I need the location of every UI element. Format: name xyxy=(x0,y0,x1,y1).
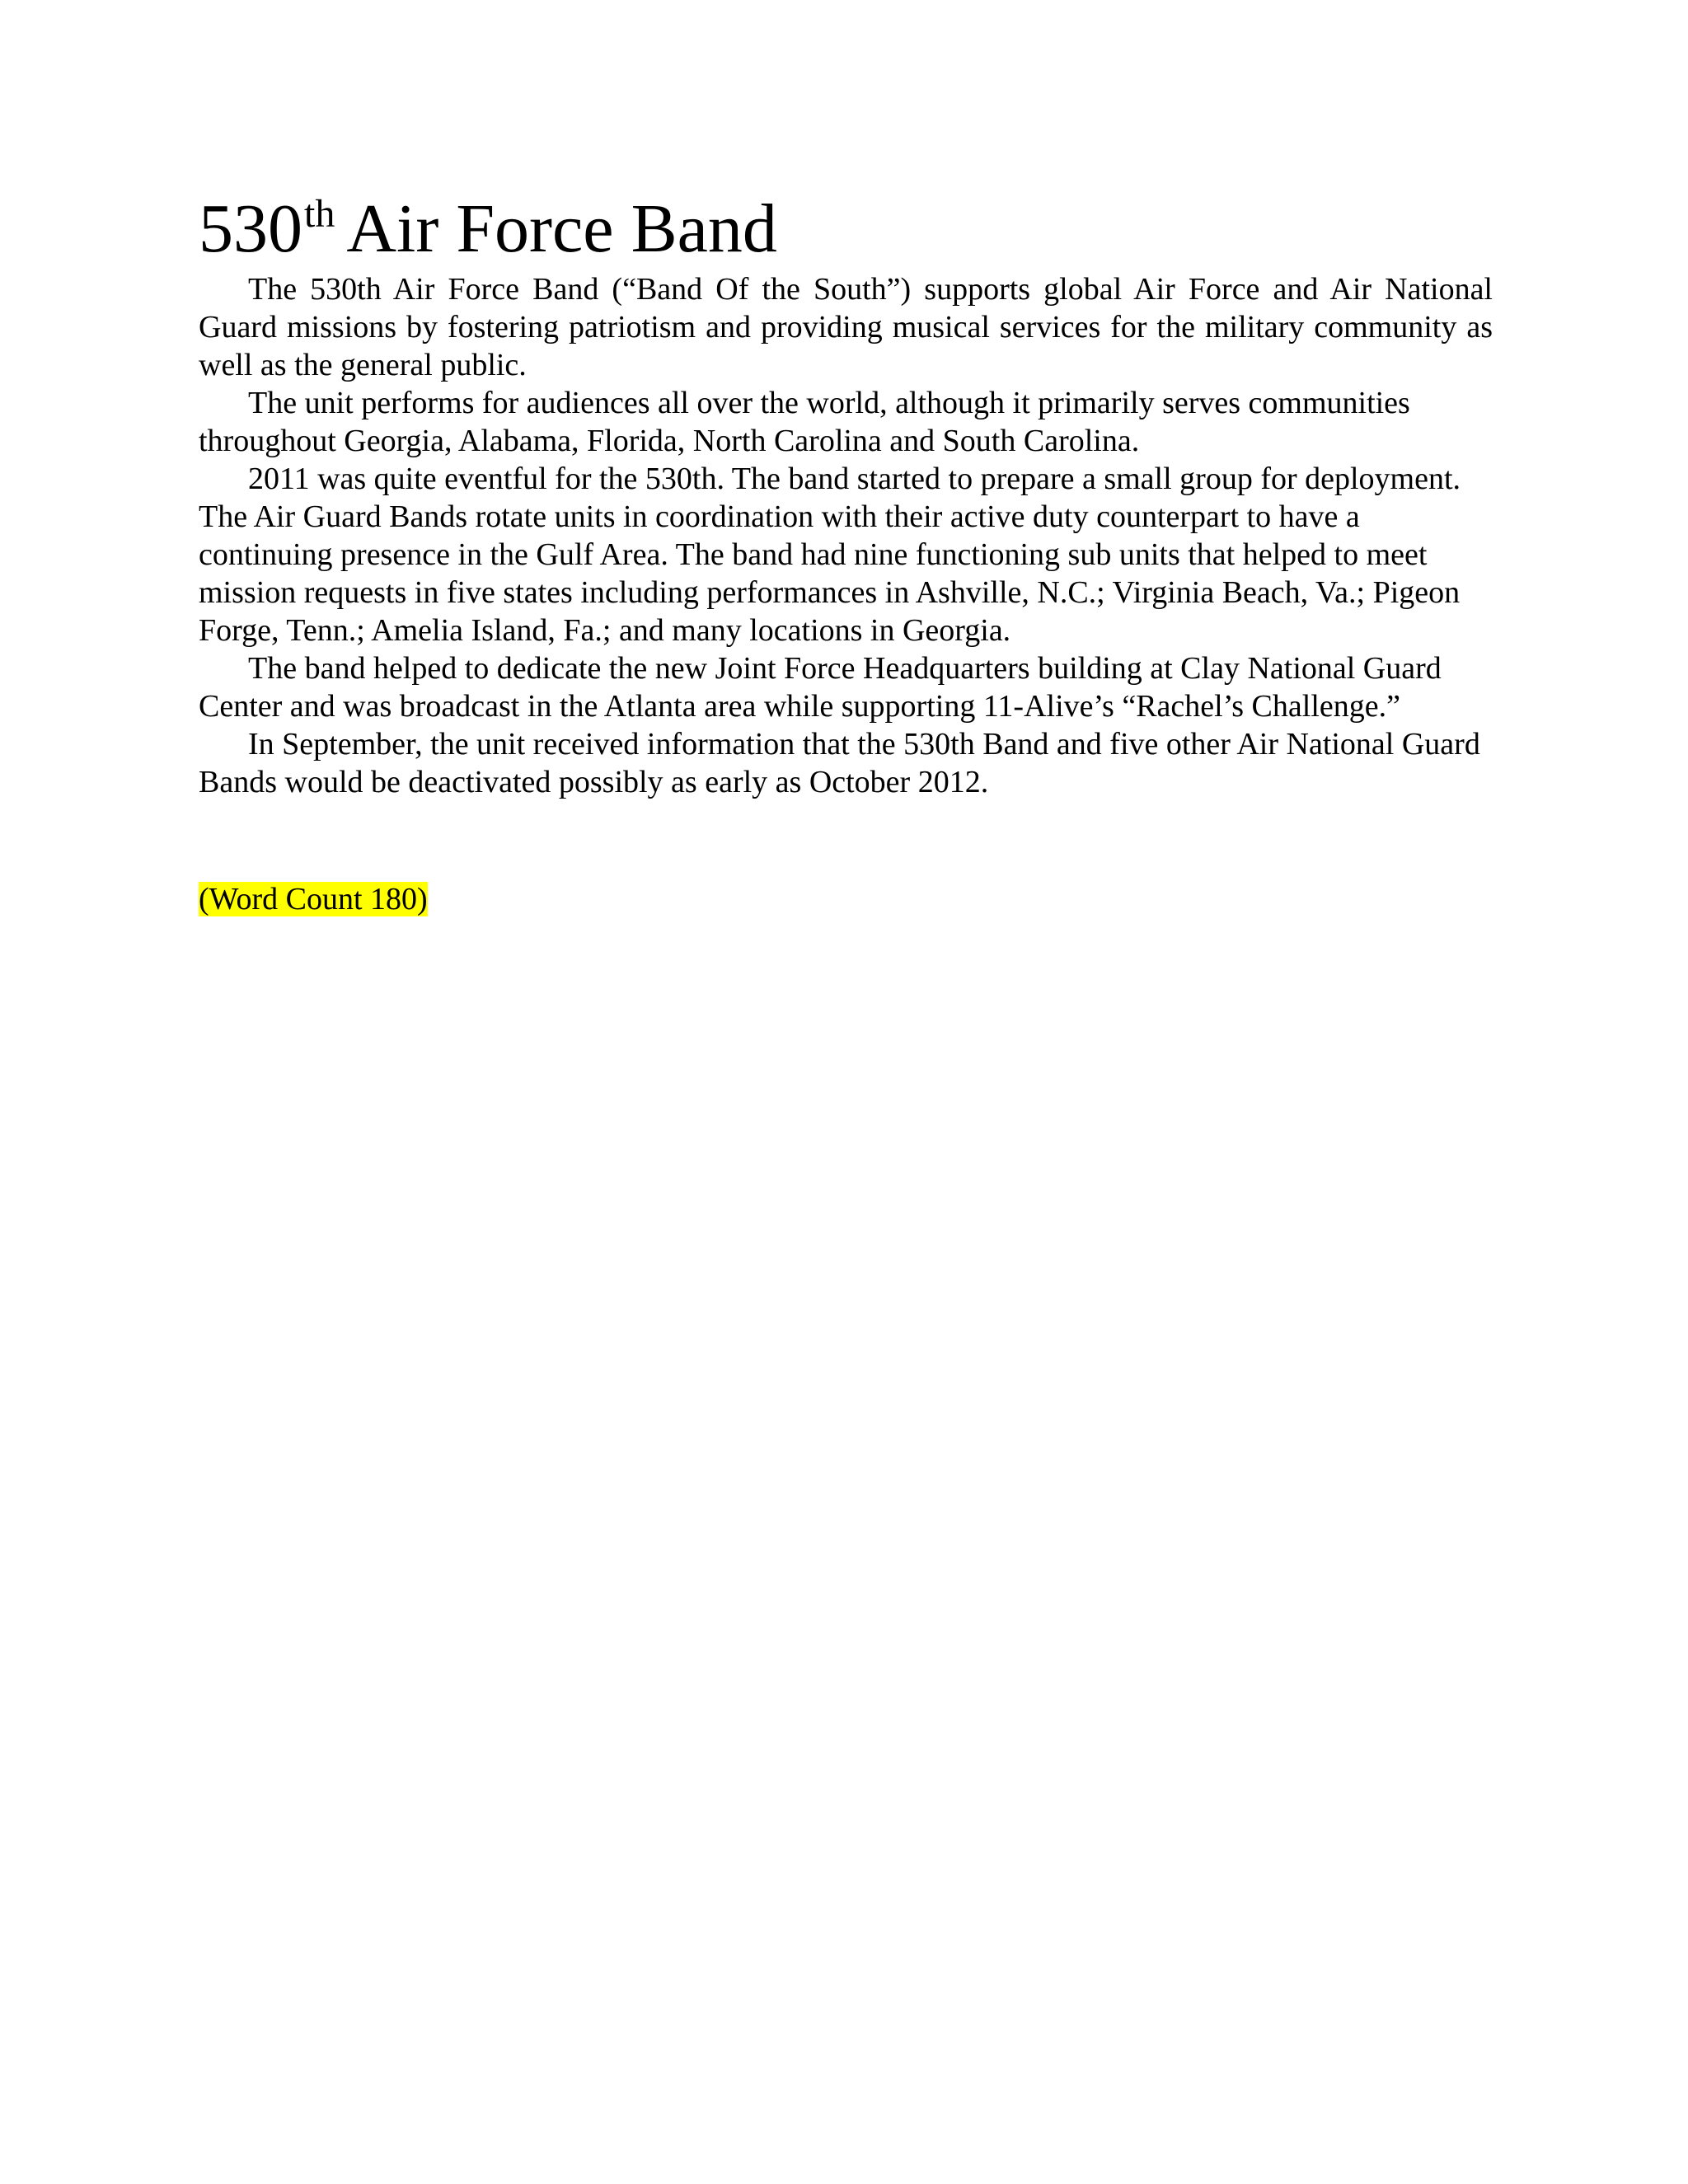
document-page xyxy=(199,190,1493,918)
paragraph-5: In September, the unit received information that the 530th Band and five other Air National Guard Bands would be deactivated possibly as early as October 2012. xyxy=(199,727,1480,799)
word-count xyxy=(199,880,1493,918)
title-rest: Air Force Band xyxy=(346,190,777,267)
title-number: 530 xyxy=(199,190,302,267)
article-body xyxy=(199,270,1493,801)
word-count-highlight: (Word Count 180) xyxy=(199,882,428,916)
paragraph-1: The 530th Air Force Band (“Band Of the South”) supports global Air Force and Air National Guard missions by fostering patriotism and providing musical services for the military community as well as the general public. xyxy=(199,272,1493,382)
title-superscript: th xyxy=(304,192,335,236)
paragraph-2: The unit performs for audiences all over the world, although it primarily serves communities throughout Georgia, Alabama, Florida, North Carolina and South Carolina. xyxy=(199,386,1410,458)
paragraph-3: 2011 was quite eventful for the 530th. The band started to prepare a small group for deployment. The Air Guard Bands rotate units in coordination with their active duty counterpart to have a continuing presence in the Gulf Area. The band had nine functioning sub units that helped to meet mission requests in five states including performances in Ashville, N.C.; Virginia Beach, Va.; Pigeon Forge, Tenn.; Amelia Island, Fa.; and many locations in Georgia. xyxy=(199,462,1461,648)
paragraph-4: The band helped to dedicate the new Joint Force Headquarters building at Clay National Guard Center and was broadcast in the Atlanta area while supporting 11-Alive’s “Rachel’s Challenge.” xyxy=(199,651,1442,724)
page-title xyxy=(199,190,1493,267)
